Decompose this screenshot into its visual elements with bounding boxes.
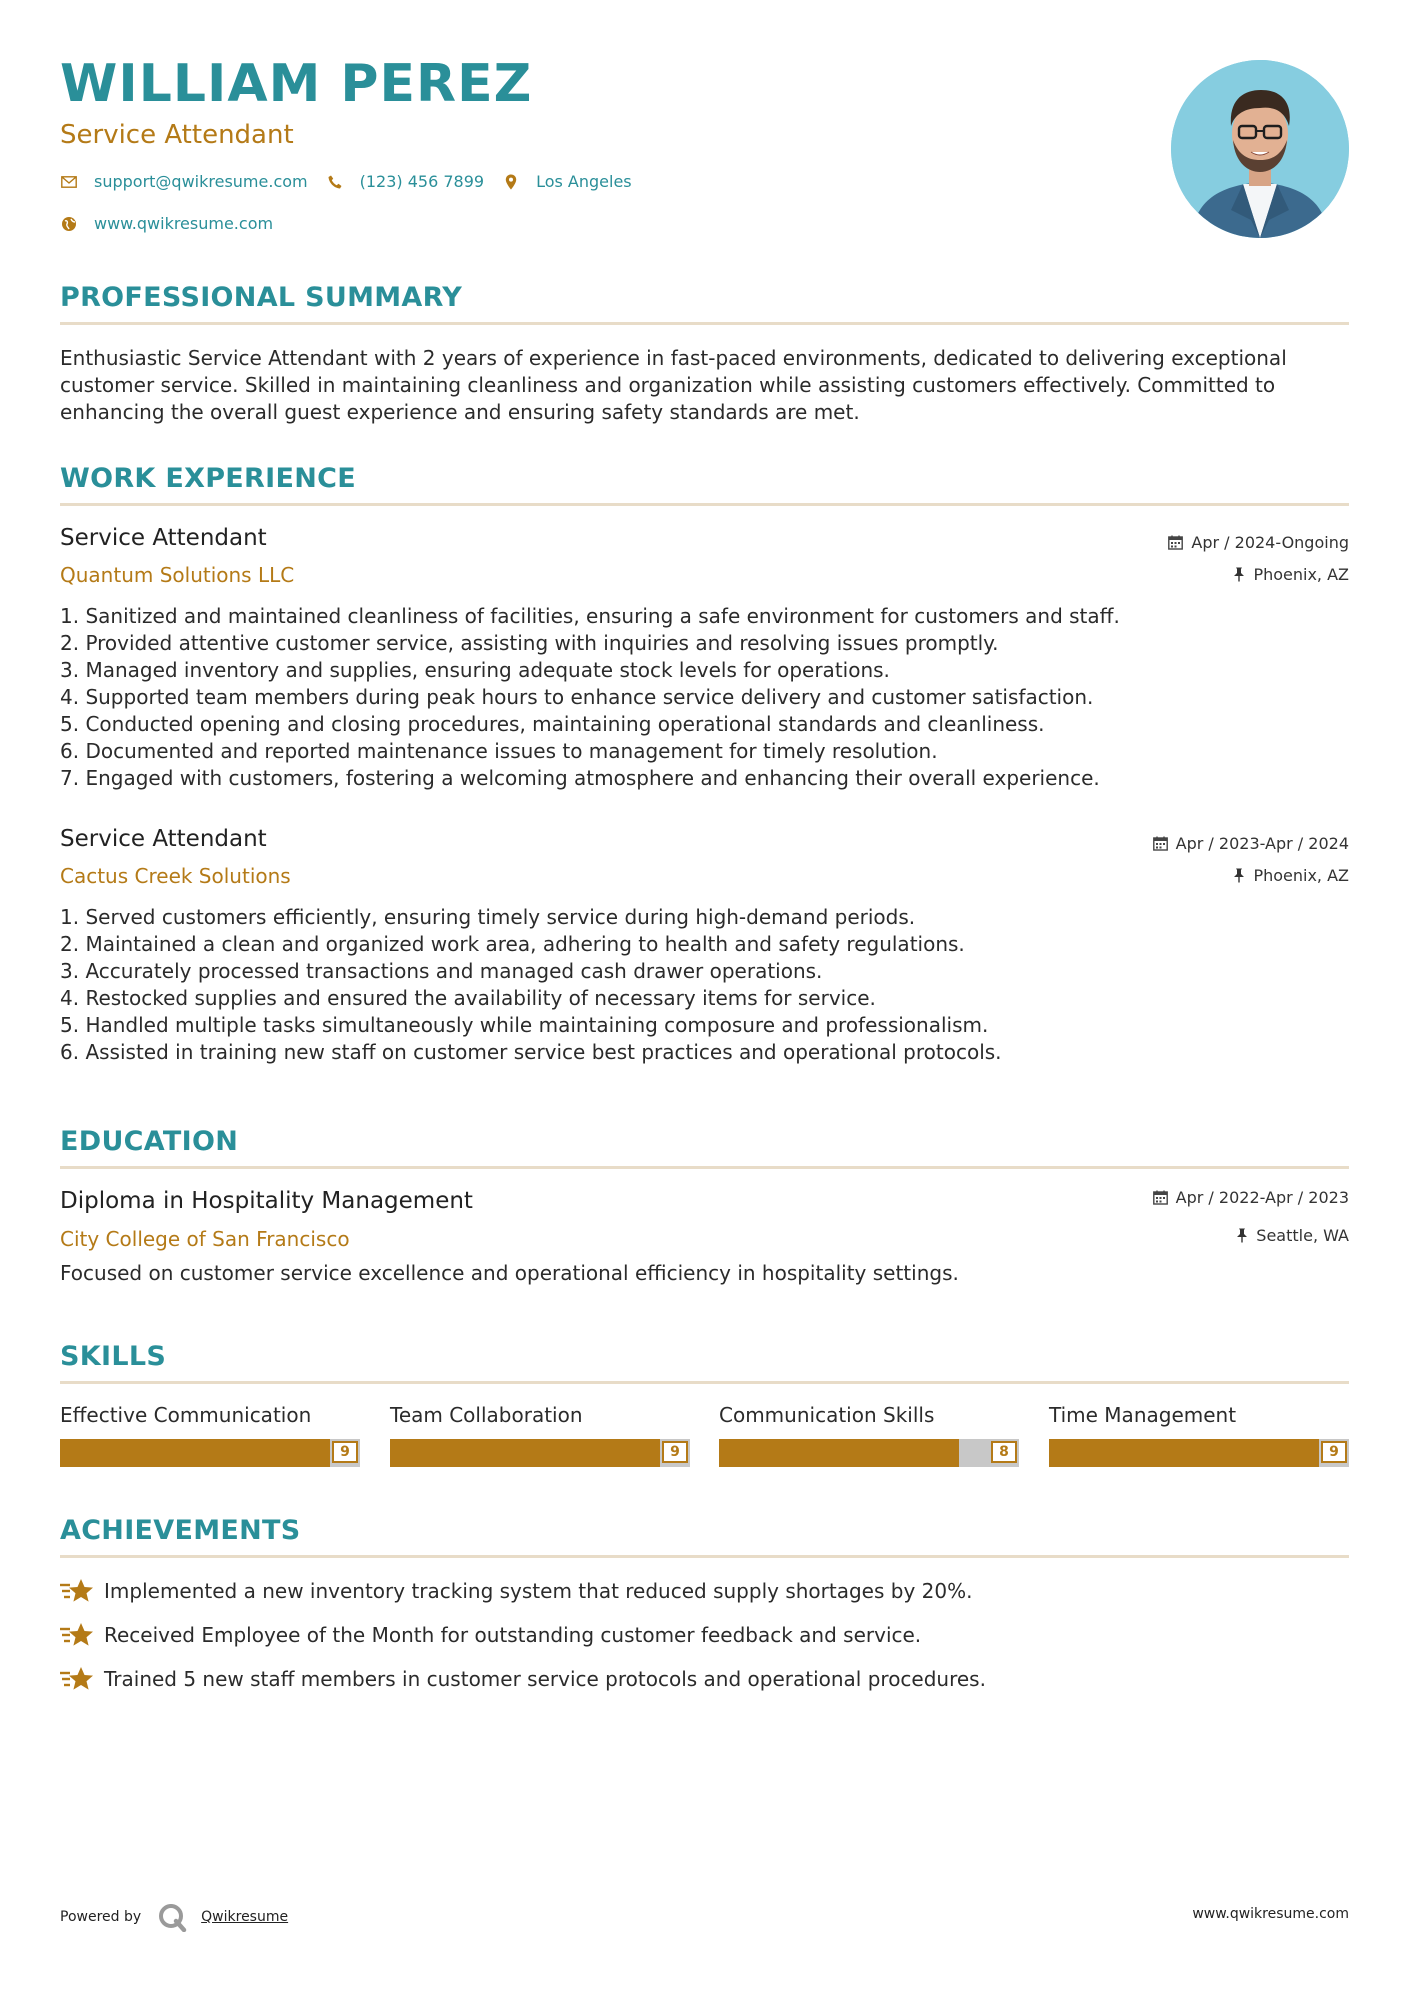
list-item: 2. Provided attentive customer service, assisting with inquiries and resolving issues promptly. [60,631,999,655]
skill-item [1049,1403,1349,1467]
candidate-name: WILLIAM PEREZ [60,54,533,114]
profile-photo [1171,60,1349,238]
contact-location [502,172,632,191]
skill-label: Time Management [1049,1403,1237,1427]
globe-icon [60,215,78,233]
section-divider [60,503,1349,506]
skill-level: 9 [662,1441,688,1463]
contact-website[interactable] [60,214,273,233]
qwikresume-logo-icon [157,1902,187,1932]
achievement-text: Received Employee of the Month for outstanding customer feedback and service. [104,1623,922,1647]
achievement-text: Implemented a new inventory tracking system that reduced supply shortages by 20%. [104,1579,973,1603]
job-company: Cactus Creek Solutions [60,864,291,888]
envelope-icon [60,173,78,191]
list-item: 3. Accurately processed transactions and managed cash drawer operations. [60,959,823,983]
star-icon [60,1621,94,1649]
achievement-item [60,1577,972,1605]
job-location-text: Phoenix, AZ [1253,866,1349,885]
skill-level: 9 [1321,1441,1347,1463]
skill-bar [1049,1439,1349,1467]
skill-bar [719,1439,1019,1467]
achievement-item [60,1665,986,1693]
skill-label: Effective Communication [60,1403,312,1427]
resume-page [60,0,1349,1990]
skill-label: Team Collaboration [390,1403,583,1427]
list-item: 3. Managed inventory and supplies, ensuring adequate stock levels for operations. [60,658,890,682]
list-item: 6. Assisted in training new staff on customer service best practices and operational protocols. [60,1040,1002,1064]
list-item: 7. Engaged with customers, fostering a welcoming atmosphere and enhancing their overall experience. [60,766,1100,790]
job-responsibilities [60,904,1349,1066]
pushpin-icon [1236,1228,1248,1243]
summary-text: Enthusiastic Service Attendant with 2 years of experience in fast-paced environments, dedicated to delivering exceptional customer service. Skilled in maintaining cleanliness and organization while assisting customers effectively. Committed to enhancing the overall guest experience and ensuring safety standards are met. [60,346,1287,424]
section-title-skills: SKILLS [60,1341,167,1372]
skill-item [60,1403,360,1467]
job-dates [1168,533,1349,552]
skill-item [719,1403,1019,1467]
education-dates [1153,1188,1349,1207]
achievement-text: Trained 5 new staff members in customer service protocols and operational procedures. [104,1667,986,1691]
calendar-icon [1168,535,1183,550]
skill-label: Communication Skills [719,1403,935,1427]
contact-row-secondary [60,214,291,233]
phone-icon [326,173,344,191]
calendar-icon [1153,836,1168,851]
job-company: Quantum Solutions LLC [60,563,295,587]
education-school: City College of San Francisco [60,1227,350,1251]
section-title-achievements: ACHIEVEMENTS [60,1515,301,1546]
list-item: 5. Conducted opening and closing procedures, maintaining operational standards and cleanliness. [60,712,1045,736]
calendar-icon [1153,1190,1168,1205]
skill-item [390,1403,690,1467]
powered-by-label: Powered by [60,1909,142,1925]
job-dates [1153,834,1349,853]
skill-level: 9 [332,1441,358,1463]
contact-phone[interactable] [326,172,484,191]
contact-row-primary [60,172,650,191]
job-title: Service Attendant [60,525,267,551]
star-icon [60,1665,94,1693]
education-location-text: Seattle, WA [1256,1226,1349,1245]
education-description: Focused on customer service excellence and operational efficiency in hospitality settings. [60,1261,959,1285]
section-divider [60,322,1349,325]
section-divider [60,1555,1349,1558]
job-dates-text: Apr / 2023-Apr / 2024 [1175,834,1349,853]
phone-text: (123) 456 7899 [359,172,485,191]
education-location [1236,1226,1349,1245]
email-text: support@qwikresume.com [94,172,308,191]
section-title-summary: PROFESSIONAL SUMMARY [60,282,463,313]
pushpin-icon [1233,868,1245,883]
skill-bar-fill [1049,1439,1319,1467]
website-text: www.qwikresume.com [94,214,274,233]
section-title-experience: WORK EXPERIENCE [60,463,356,494]
list-item: 2. Maintained a clean and organized work area, adhering to health and safety regulations. [60,932,965,956]
list-item: 4. Supported team members during peak hours to enhance service delivery and customer satisfaction. [60,685,1094,709]
footer-branding [60,1902,288,1932]
job-dates-text: Apr / 2024-Ongoing [1191,533,1349,552]
location-text: Los Angeles [536,172,632,191]
list-item: 5. Handled multiple tasks simultaneously while maintaining composure and professionalism. [60,1013,989,1037]
contact-email[interactable] [60,172,308,191]
job-responsibilities [60,603,1349,792]
list-item: 4. Restocked supplies and ensured the availability of necessary items for service. [60,986,876,1010]
skill-bar [60,1439,360,1467]
skill-bar-fill [719,1439,959,1467]
qwikresume-link[interactable]: Qwikresume [201,1909,289,1925]
list-item: 1. Sanitized and maintained cleanliness of facilities, ensuring a safe environment for customers and staff. [60,604,1120,628]
section-title-education: EDUCATION [60,1126,239,1157]
skill-bar-fill [390,1439,660,1467]
job-location-text: Phoenix, AZ [1253,565,1349,584]
list-item: 6. Documented and reported maintenance issues to management for timely resolution. [60,739,938,763]
job-location [1233,866,1349,885]
footer-website[interactable]: www.qwikresume.com [1192,1906,1349,1922]
list-item: 1. Served customers efficiently, ensuring timely service during high-demand periods. [60,905,916,929]
section-divider [60,1166,1349,1169]
star-icon [60,1577,94,1605]
skill-level: 8 [991,1441,1017,1463]
achievement-item [60,1621,921,1649]
job-location [1233,565,1349,584]
education-dates-text: Apr / 2022-Apr / 2023 [1175,1188,1349,1207]
candidate-role: Service Attendant [60,120,294,150]
pushpin-icon [1233,567,1245,582]
section-divider [60,1381,1349,1384]
skill-bar-fill [60,1439,330,1467]
education-degree: Diploma in Hospitality Management [60,1188,473,1214]
job-title: Service Attendant [60,826,267,852]
map-pin-icon [502,173,520,191]
skill-bar [390,1439,690,1467]
